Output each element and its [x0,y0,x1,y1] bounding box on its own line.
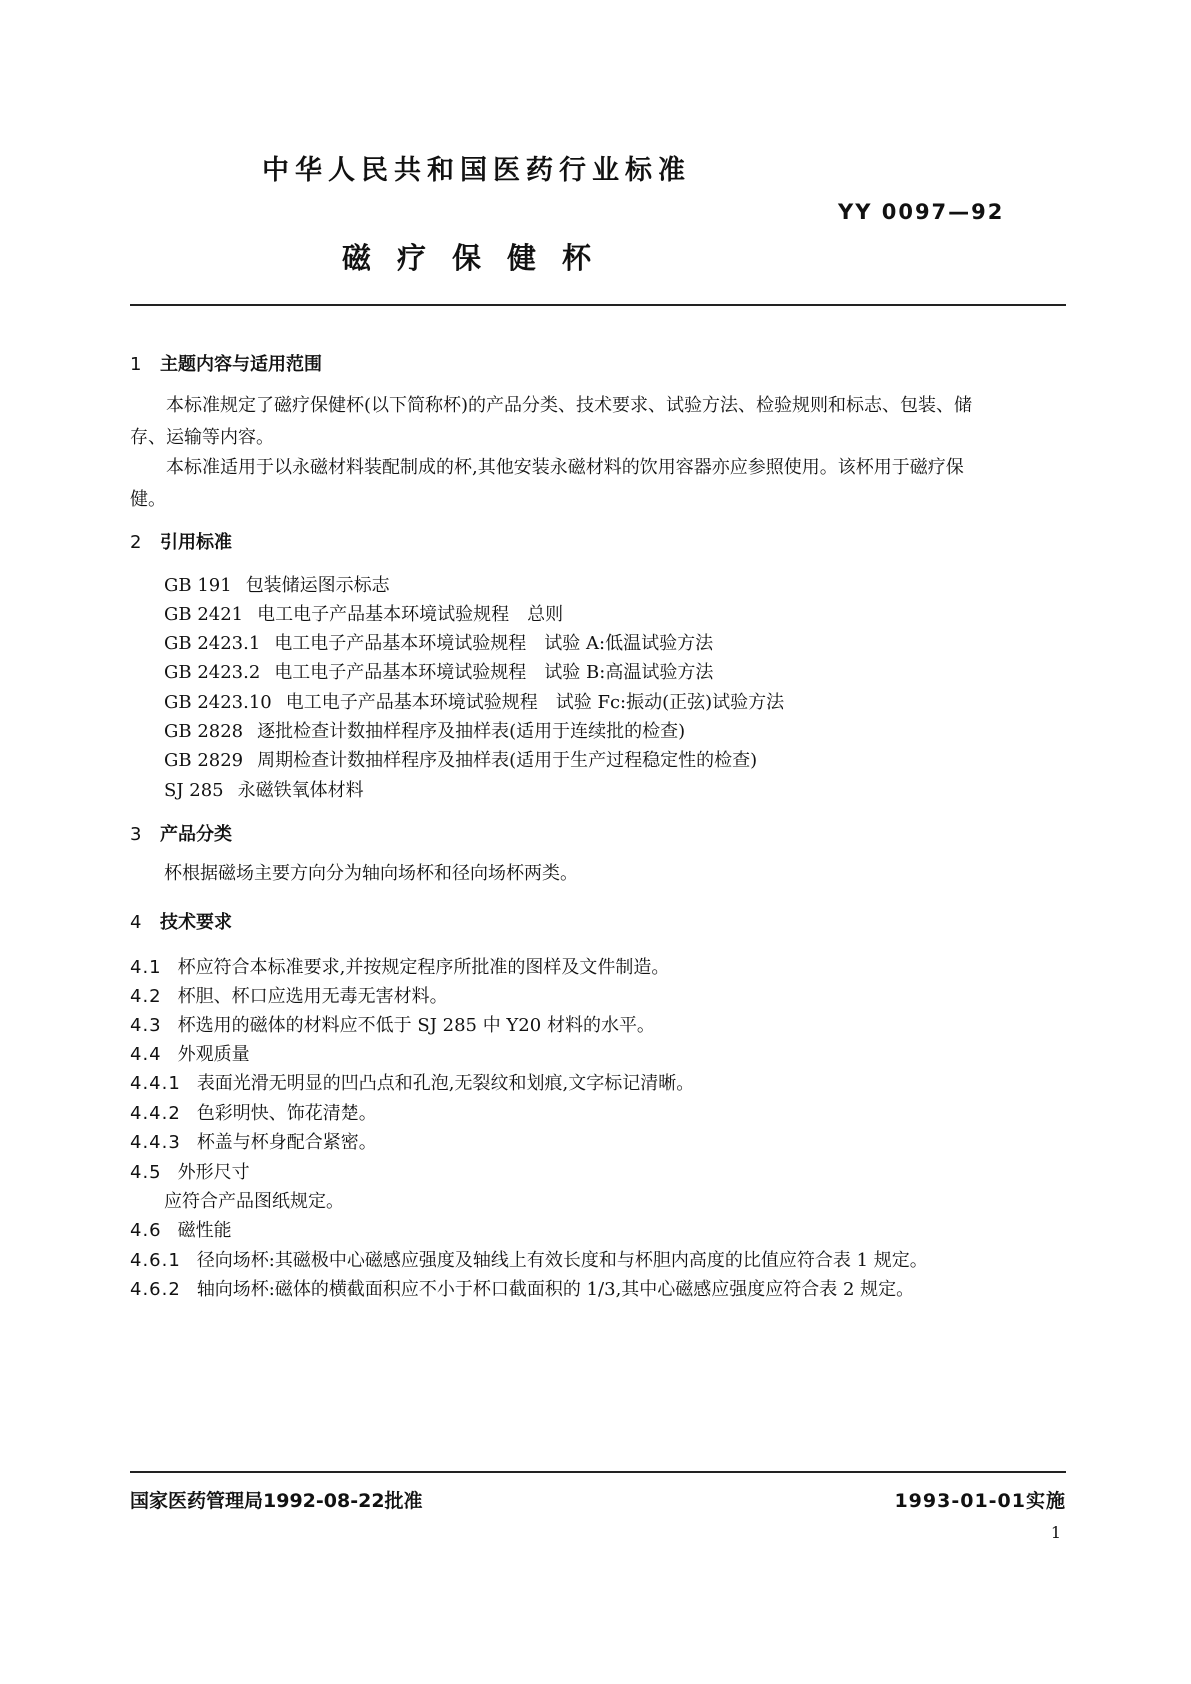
reference-item: GB 2828 逐批检查计数抽样程序及抽样表(适用于连续批的检查) [164,721,686,742]
standard-category-title: 中华人民共和国医药行业标准 [262,155,691,186]
reference-item: GB 2423.10 电工电子产品基本环境试验规程 试验 Fc:振动(正弦)试验方法 [164,692,785,713]
document-title: 磁疗保健杯 [342,241,618,275]
clause-item: 4.6 磁性能 [130,1220,232,1241]
section-number: 4 [130,912,142,933]
approval-note: 国家医药管理局1992-08-22批准 [130,1490,423,1512]
clause-item: 4.6.1 径向场杯:其磁极中心磁感应强度及轴线上有效长度和与杯胆内高度的比值应符合表 1 规定。 [130,1250,928,1271]
section-1-paragraph-2: 本标准适用于以永磁材料装配制成的杯,其他安装永磁材料的饮用容器亦应参照使用。该杯用于磁疗保健。 [130,457,964,510]
section-number: 2 [130,532,142,553]
section-number: 1 [130,354,142,375]
footer-divider [130,1471,1066,1473]
clause-item: 4.4 外观质量 [130,1044,250,1065]
reference-item: GB 2829 周期检查计数抽样程序及抽样表(适用于生产过程稳定性的检查) [164,750,758,771]
section-title: 引用标准 [160,532,232,553]
clause-item: 4.4.2 色彩明快、饰花清楚。 [130,1103,377,1124]
section-title: 技术要求 [160,912,232,933]
clause-item: 4.4.1 表面光滑无明显的凹凸点和孔泡,无裂纹和划痕,文字标记清晰。 [130,1073,695,1094]
clause-item: 4.6.2 轴向场杯:磁体的横截面积应不小于杯口截面积的 1/3,其中心磁感应强度应符合表 2 规定。 [130,1279,915,1300]
clause-item: 4.2 杯胆、杯口应选用无毒无害材料。 [130,986,448,1007]
reference-item: SJ 285 永磁铁氧体材料 [164,780,364,801]
section-title: 产品分类 [160,824,232,845]
implementation-date: 1993-01-01实施 [894,1490,1066,1512]
header-divider [130,304,1066,306]
page-number: 1 [1050,1523,1061,1542]
standard-number: YY 0097—92 [838,200,1005,224]
reference-item: GB 191 包装储运图示标志 [164,575,390,596]
section-1-paragraph-1: 本标准规定了磁疗保健杯(以下简称杯)的产品分类、技术要求、试验方法、检验规则和标志、包装、储存、运输等内容。 [130,395,973,448]
clause-item: 4.3 杯选用的磁体的材料应不低于 SJ 285 中 Y20 材料的水平。 [130,1015,655,1036]
section-4-heading [130,908,232,934]
clause-item: 4.4.3 杯盖与杯身配合紧密。 [130,1132,377,1153]
section-title: 主题内容与适用范围 [160,354,322,375]
section-3-paragraph: 杯根据磁场主要方向分为轴向场杯和径向场杯两类。 [164,863,578,884]
section-number: 3 [130,824,142,845]
reference-item: GB 2423.2 电工电子产品基本环境试验规程 试验 B:高温试验方法 [164,662,714,683]
section-2-heading [130,528,232,554]
section-3-heading [130,820,232,846]
reference-item: GB 2423.1 电工电子产品基本环境试验规程 试验 A:低温试验方法 [164,633,714,654]
clause-item: 4.5 外形尺寸 [130,1162,250,1183]
clause-item: 4.1 杯应符合本标准要求,并按规定程序所批准的图样及文件制造。 [130,957,670,978]
reference-item: GB 2421 电工电子产品基本环境试验规程 总则 [164,604,564,625]
section-1-heading [130,350,322,376]
clause-item: 应符合产品图纸规定。 [164,1191,344,1212]
